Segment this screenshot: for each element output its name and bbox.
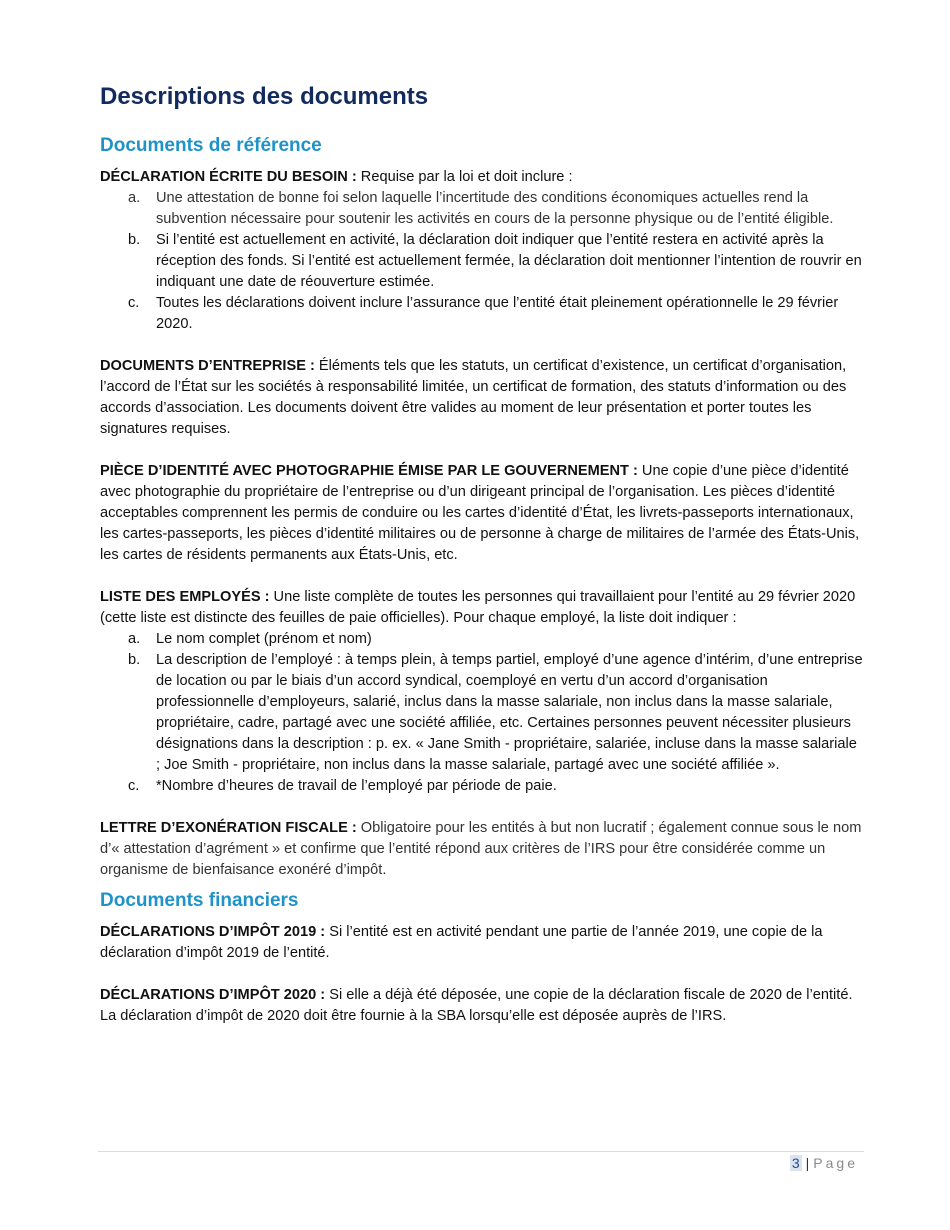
list-item: [100, 650, 864, 776]
page-footer: [790, 1153, 858, 1173]
exoneration-paragraph: [100, 818, 864, 881]
employes-label: LISTE DES EMPLOYÉS :: [100, 589, 270, 605]
section-heading-reference: Documents de référence: [100, 135, 322, 156]
identite-text: Une copie d’une pièce d’identité avec photographie du propriétaire de l’entreprise ou d’un dirigeant principal de l’organisation. Les pièces d’identité acceptables comprennent les permis de conduire ou les cartes d’identité d’État, les livrets-passeports internationaux, les cartes-passeports, les pièces d’identité militaires ou de personne à charge de militaires de l’armée des États-Unis, les cartes de résidents permanents aux États-Unis, etc.: [100, 463, 860, 563]
impot2020-paragraph: [100, 985, 864, 1027]
employes-paragraph: [100, 587, 864, 629]
impot2020-label: DÉCLARATIONS D’IMPÔT 2020 :: [100, 987, 326, 1003]
employes-text: Une liste complète de toutes les personnes qui travaillaient pour l’entité au 29 février 2020 (cette liste est distincte des feuilles de paie officielles). Pour chaque employé, la liste doit indiquer :: [100, 589, 856, 626]
impot2019-text: Si l’entité est en activité pendant une partie de l’année 2019, une copie de la déclaration d’impôt 2019 de l’entité.: [100, 924, 823, 961]
list-marker: a.: [128, 190, 141, 206]
identite-paragraph: [100, 461, 864, 566]
list-marker: c.: [128, 778, 140, 794]
list-item-text: Le nom complet (prénom et nom): [156, 631, 372, 647]
page-label: Page: [813, 1155, 858, 1171]
list-item: [100, 629, 864, 650]
footer-separator: |: [805, 1155, 810, 1171]
list-marker: c.: [128, 295, 140, 311]
list-item: [100, 188, 864, 230]
list-item-text: Une attestation de bonne foi selon laquelle l’incertitude des conditions économiques actuelles rend la subvention nécessaire pour soutenir les activités en cours de la personne physique ou de l’entité éligible.: [156, 190, 834, 227]
page-title: Descriptions des documents: [100, 83, 429, 110]
list-marker: b.: [128, 232, 141, 248]
document-body: [100, 80, 864, 1048]
list-item-text: Si l’entité est actuellement en activité, la déclaration doit indiquer que l’entité restera en activité après la réception des fonds. Si l’entité est actuellement fermée, la déclaration doit mentionner l’intention de rouvrir en indiquant une date de réouverture estimée.: [156, 232, 862, 290]
list-item-text: Toutes les déclarations doivent inclure l’assurance que l’entité était pleinement opérationnelle le 29 février 2020.: [156, 295, 839, 332]
entreprise-text: Éléments tels que les statuts, un certificat d’existence, un certificat d’organisation, l’accord de l’État sur les sociétés à responsabilité limitée, un certificat de formation, des statuts d’information ou des accords d’association. Les documents doivent être valides au moment de leur présentation et porter toutes les signatures requises.: [100, 358, 847, 437]
besoin-paragraph: [100, 167, 864, 188]
list-item-text: La description de l’employé : à temps plein, à temps partiel, employé d’une agence d’intérim, d’une entreprise de location ou par le biais d’un accord syndical, coemployé en vertu d’un accord d’organisation professionnelle d’employeurs, salarié, inclus dans la masse salariale, non inclus dans la masse salariale, propriétaire, cadre, partagé avec une société affiliée, etc. Certaines personnes peuvent nécessiter plusieurs désignations dans la description : p. ex. « Jane Smith - propriétaire, salariée, incluse dans la masse salariale ; Joe Smith - propriétaire, non inclus dans la masse salariale, partagé avec une société affiliée ».: [156, 652, 863, 773]
identite-label: PIÈCE D’IDENTITÉ AVEC PHOTOGRAPHIE ÉMISE PAR LE GOUVERNEMENT :: [100, 463, 638, 479]
impot2019-label: DÉCLARATIONS D’IMPÔT 2019 :: [100, 924, 326, 940]
exoneration-label: LETTRE D’EXONÉRATION FISCALE :: [100, 820, 357, 836]
list-marker: a.: [128, 631, 141, 647]
page-number: 3: [791, 1155, 800, 1171]
besoin-list: [100, 188, 864, 335]
list-item: [100, 776, 864, 797]
list-marker: b.: [128, 652, 141, 668]
section-heading-financial: Documents financiers: [100, 890, 299, 911]
besoin-label: DÉCLARATION ÉCRITE DU BESOIN :: [100, 169, 357, 185]
list-item-text: *Nombre d’heures de travail de l’employé par période de paie.: [156, 778, 557, 794]
entreprise-paragraph: [100, 356, 864, 440]
list-item: [100, 293, 864, 335]
impot2019-paragraph: [100, 922, 864, 964]
exoneration-text: Obligatoire pour les entités à but non lucratif ; également connue sous le nom d’« attestation d’agrément » et confirme que l’entité répond aux critères de l’IRS pour être considérée comme un organisme de bienfaisance exonéré d’impôt.: [100, 820, 862, 878]
entreprise-label: DOCUMENTS D’ENTREPRISE :: [100, 358, 315, 374]
footer-divider: [98, 1151, 864, 1152]
impot2020-text: Si elle a déjà été déposée, une copie de la déclaration fiscale de 2020 de l’entité. La déclaration d’impôt de 2020 doit être fournie à la SBA lorsqu’elle est déposée auprès de l’IRS.: [100, 987, 853, 1024]
besoin-text: Requise par la loi et doit inclure :: [356, 169, 573, 185]
list-item: [100, 230, 864, 293]
employes-list: [100, 629, 864, 797]
